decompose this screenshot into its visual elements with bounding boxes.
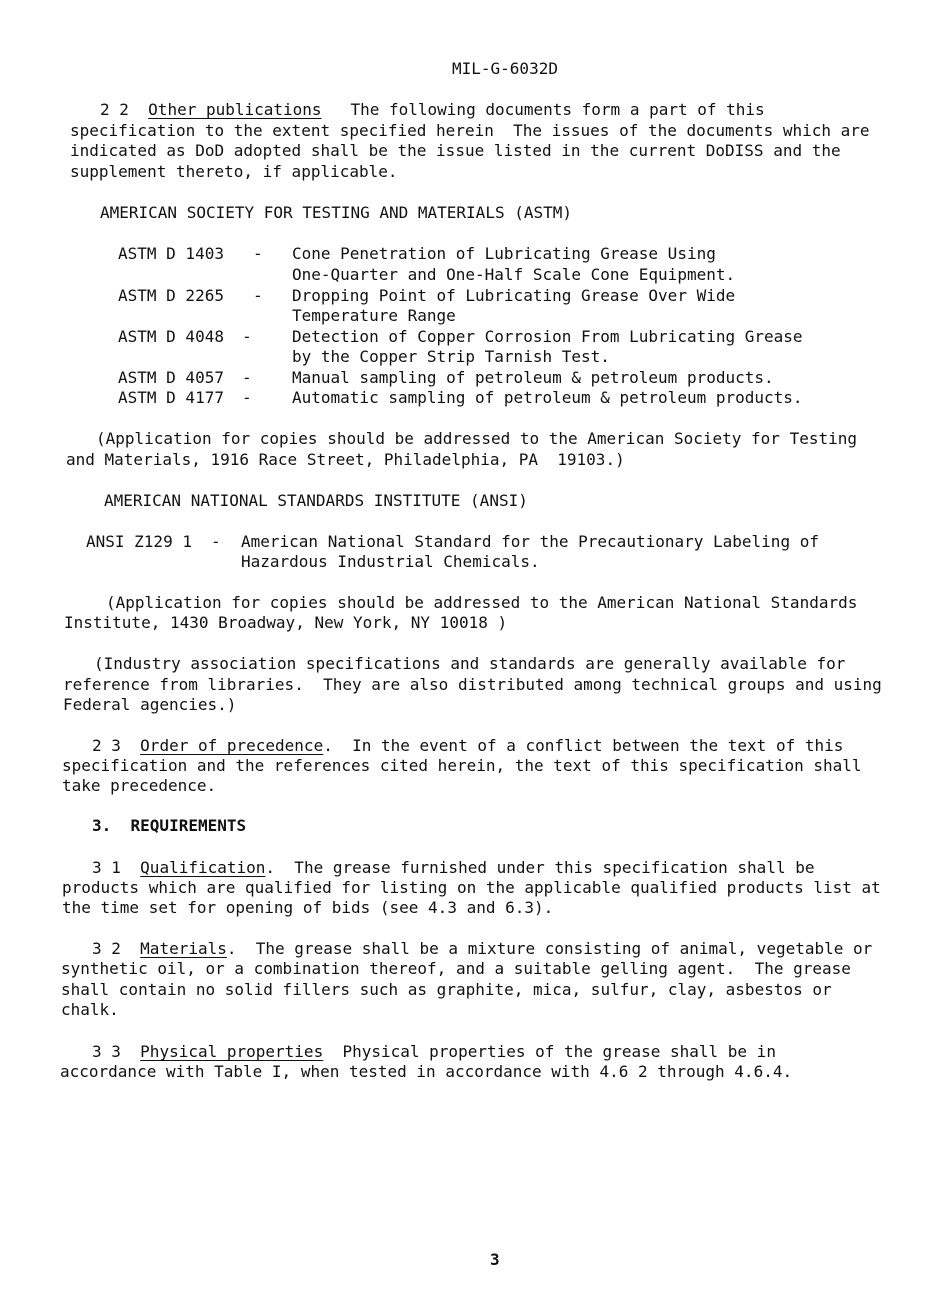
- section-3-2-text: chalk.: [61, 1000, 119, 1019]
- section-3-2-text: . The grease shall be a mixture consisting of animal, vegetable or: [226, 939, 873, 958]
- ansi-heading: AMERICAN NATIONAL STANDARDS INSTITUTE (ANSI): [104, 491, 528, 510]
- section-3-2-first-line: [92, 939, 872, 960]
- astm-code: ASTM D 2265: [118, 286, 224, 305]
- industry-note: Federal agencies.): [63, 695, 237, 714]
- section-2-3-title: Order of precedence: [140, 736, 324, 755]
- section-2-2-text: indicated as DoD adopted shall be the issue listed in the current DoDISS and the: [70, 141, 841, 160]
- document-id: MIL-G-6032D: [452, 59, 558, 78]
- section-3-3-first-line: [92, 1042, 776, 1063]
- ansi-address: Institute, 1430 Broadway, New York, NY 10018 ): [64, 613, 508, 632]
- astm-title: Dropping Point of Lubricating Grease Over Wide: [292, 286, 736, 305]
- astm-dash: -: [253, 286, 263, 305]
- astm-code: ASTM D 4048: [118, 327, 224, 346]
- page-number: 3: [490, 1250, 500, 1269]
- astm-title: Cone Penetration of Lubricating Grease Using: [292, 244, 716, 263]
- section-3-2-number: 3 2: [92, 939, 121, 958]
- astm-heading: AMERICAN SOCIETY FOR TESTING AND MATERIALS (ASTM): [100, 203, 573, 222]
- section-2-3-text: specification and the references cited herein, the text of this specification shall: [62, 756, 862, 775]
- ansi-title: American National Standard for the Precautionary Labeling of: [241, 532, 819, 551]
- astm-title: Manual sampling of petroleum & petroleum products.: [292, 368, 774, 387]
- astm-title: Temperature Range: [292, 306, 456, 325]
- section-3-1-title: Qualification: [140, 858, 266, 877]
- ansi-dash: -: [211, 532, 221, 551]
- section-2-3-text: . In the event of a conflict between the text of this: [323, 736, 844, 755]
- section-2-2-text: specification to the extent specified herein The issues of the documents which are: [70, 121, 870, 140]
- section-2-3-text: take precedence.: [62, 776, 217, 795]
- ansi-code: ANSI Z129 1: [86, 532, 192, 551]
- astm-title: One-Quarter and One-Half Scale Cone Equipment.: [292, 265, 736, 284]
- astm-dash: -: [242, 388, 252, 407]
- section-3-1-first-line: [92, 858, 814, 879]
- astm-dash: -: [242, 327, 252, 346]
- section-3-3-number: 3 3: [92, 1042, 121, 1061]
- section-3-3-title: Physical properties: [140, 1042, 324, 1061]
- section-3-number: 3.: [92, 816, 112, 835]
- astm-address: and Materials, 1916 Race Street, Philadelphia, PA 19103.): [66, 450, 625, 469]
- astm-dash: -: [242, 368, 252, 387]
- section-2-2-text: supplement thereto, if applicable.: [70, 162, 398, 181]
- ansi-title: Hazardous Industrial Chemicals.: [241, 552, 540, 571]
- astm-code: ASTM D 4057: [118, 368, 224, 387]
- section-2-2-first-line: [100, 100, 765, 121]
- section-2-2-text: The following documents form a part of this: [350, 100, 765, 119]
- industry-note: reference from libraries. They are also distributed among technical groups and using: [63, 675, 882, 694]
- industry-note: (Industry association specifications and standards are generally available for: [94, 654, 846, 673]
- section-2-2-title: Other publications: [148, 100, 322, 119]
- astm-code: ASTM D 1403: [118, 244, 224, 263]
- astm-code: ASTM D 4177: [118, 388, 224, 407]
- section-2-3-first-line: [92, 736, 843, 757]
- section-3-2-title: Materials: [140, 939, 227, 958]
- astm-dash: -: [253, 244, 263, 263]
- section-3-3-text: accordance with Table I, when tested in accordance with 4.6 2 through 4.6.4.: [60, 1062, 793, 1081]
- ansi-address: (Application for copies should be addressed to the American National Standards: [106, 593, 858, 612]
- section-3-1-text: the time set for opening of bids (see 4.3 and 6.3).: [62, 898, 554, 917]
- section-2-2-number: 2 2: [100, 100, 129, 119]
- section-3-2-text: synthetic oil, or a combination thereof, and a suitable gelling agent. The grease: [61, 959, 851, 978]
- section-3-1-number: 3 1: [92, 858, 121, 877]
- section-3-heading: [92, 816, 246, 837]
- section-3-2-text: shall contain no solid fillers such as graphite, mica, sulfur, clay, asbestos or: [61, 980, 832, 999]
- astm-address: (Application for copies should be addressed to the American Society for Testing: [96, 429, 857, 448]
- section-3-title: REQUIREMENTS: [130, 816, 247, 835]
- section-3-1-text: . The grease furnished under this specification shall be: [265, 858, 815, 877]
- astm-title: Automatic sampling of petroleum & petroleum products.: [292, 388, 803, 407]
- astm-title: Detection of Copper Corrosion From Lubricating Grease: [292, 327, 803, 346]
- section-3-3-text: Physical properties of the grease shall be in: [323, 1042, 776, 1061]
- astm-title: by the Copper Strip Tarnish Test.: [292, 347, 610, 366]
- section-2-3-number: 2 3: [92, 736, 121, 755]
- section-3-1-text: products which are qualified for listing on the applicable qualified products list at: [62, 878, 881, 897]
